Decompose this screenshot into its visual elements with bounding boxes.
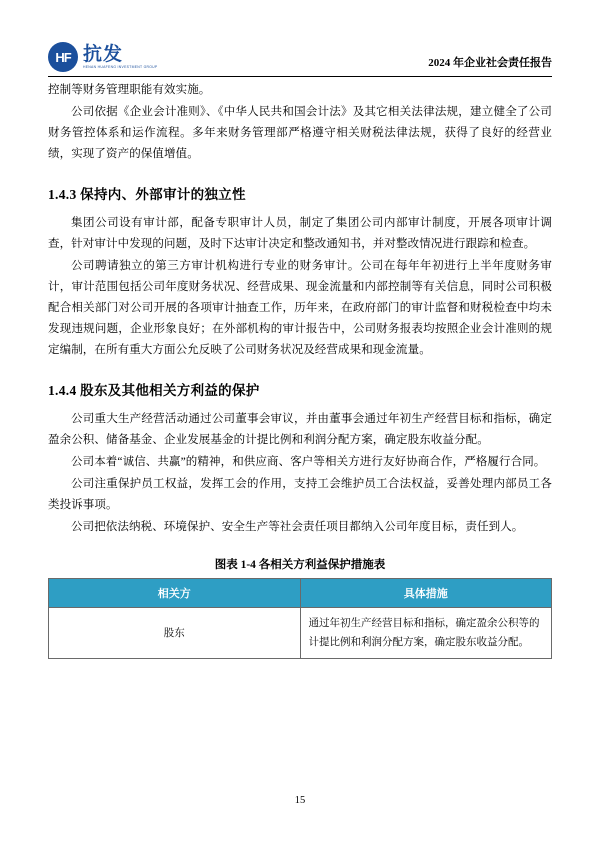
paragraph: 公司依据《企业会计准则》、《中华人民共和国会计法》及其它相关法律法规，建立健全了公司财务管控体系和运作流程。多年来财务管理部严格遵守相关财税法律法规，获得了良好的经营业绩，实现了资产的保值增值。 xyxy=(48,106,552,160)
paragraph: 公司重大生产经营活动通过公司董事会审议，并由董事会通过年初生产经营目标和指标，确定盈余公积、储备基金、企业发展基金的计提比例和利润分配方案，确定股东收益分配。 xyxy=(48,413,552,446)
header-report-title: 2024 年企业社会责任报告 xyxy=(428,57,552,69)
header-inner xyxy=(48,30,552,72)
paragraph: 公司聘请独立的第三方审计机构进行专业的财务审计。公司在每年年初进行上半年度财务审计，审计范围包括公司年度财务状况、经营成果、现金流量和内部控制等有关信息，同时公司积极配合相关部门对公司开展的各项审计抽查工作，历年来，在政府部门的审计监督和财税检查中均未发现违规问题，企业形象良好；在外部机构的审计报告中，公司财务报表均按照企业会计准则的规定编制，在所有重大方面公允反映了公司财务状况及经营成果和现金流量。 xyxy=(48,260,552,356)
table-header-measure: 具体措施 xyxy=(300,579,552,608)
page-header xyxy=(48,30,552,76)
table-row xyxy=(49,608,552,659)
table-header-row xyxy=(49,579,552,608)
paragraph: 公司把依法纳税、环境保护、安全生产等社会责任项目都纳入公司年度目标，责任到人。 xyxy=(71,521,524,533)
table-header-party: 相关方 xyxy=(49,579,301,608)
section-heading-1-4-3: 1.4.3 保持内、外部审计的独立性 xyxy=(48,187,246,202)
section-heading-1-4-4: 1.4.4 股东及其他相关方利益的保护 xyxy=(48,383,260,398)
table-head xyxy=(49,579,552,608)
table-cell-party: 股东 xyxy=(49,608,301,659)
table-body xyxy=(49,608,552,659)
table-cell-measure: 通过年初生产经营目标和指标，确定盈余公积等的计提比例和利润分配方案，确定股东收益分配。 xyxy=(300,608,552,659)
header-divider xyxy=(48,76,552,77)
paragraph: 控制等财务管理职能有效实施。 xyxy=(48,84,211,96)
page-content xyxy=(48,80,552,659)
logo-english-name: HENAN HUAFENG INVESTMENT GROUP xyxy=(83,64,158,69)
logo-chinese-name: 抗发 xyxy=(83,43,124,65)
logo-mark-icon: HF xyxy=(48,42,78,72)
company-logo xyxy=(48,42,158,72)
logo-text xyxy=(83,45,158,69)
stakeholder-protection-table xyxy=(48,578,552,659)
paragraph: 公司本着“诚信、共赢”的精神，和供应商、客户等相关方进行友好协商合作，严格履行合同。 xyxy=(71,456,546,468)
paragraph: 集团公司设有审计部，配备专职审计人员，制定了集团公司内部审计制度，开展各项审计调查，针对审计中发现的问题，及时下达审计决定和整改通知书，并对整改情况进行跟踪和检查。 xyxy=(48,217,552,250)
page-number: 15 xyxy=(294,795,306,806)
paragraph: 公司注重保护员工权益，发挥工会的作用，支持工会维护员工合法权益，妥善处理内部员工各类投诉事项。 xyxy=(48,478,552,511)
table-caption: 图表 1-4 各相关方利益保护措施表 xyxy=(214,559,386,571)
